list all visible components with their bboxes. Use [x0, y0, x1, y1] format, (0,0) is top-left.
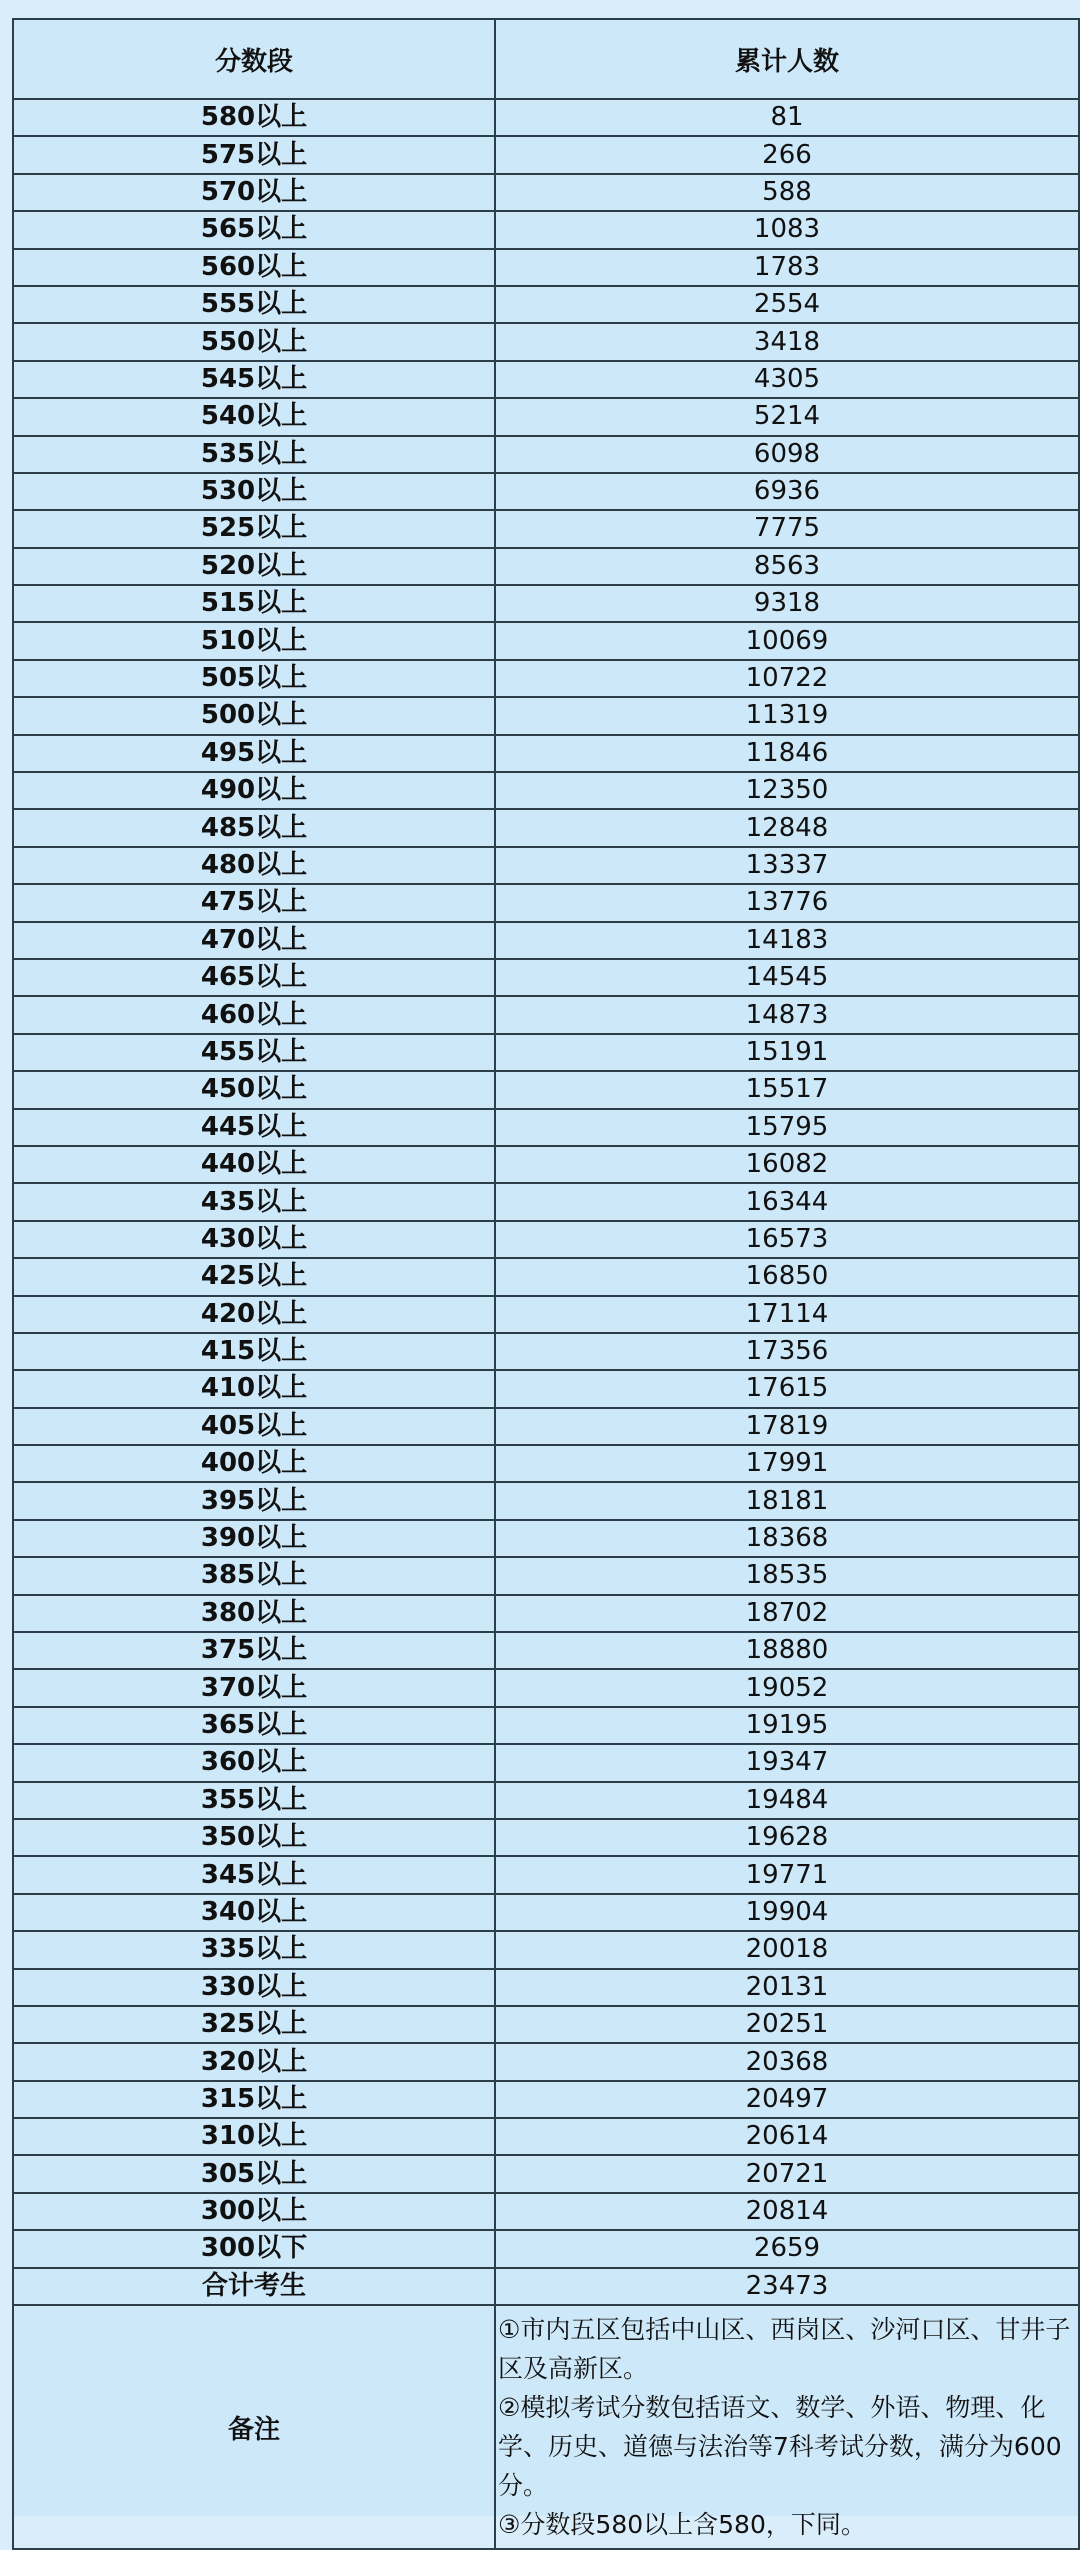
- table-row: [13, 959, 1079, 996]
- score-band-cell: 435以上: [13, 1183, 495, 1220]
- table-row: [13, 1482, 1079, 1519]
- notes-row: [13, 2305, 1079, 2549]
- score-band-cell: 300以下: [13, 2230, 495, 2267]
- score-band-cell: 525以上: [13, 510, 495, 547]
- cumulative-count-cell: 18702: [495, 1595, 1079, 1632]
- score-band-cell: 575以上: [13, 136, 495, 173]
- table-row: [13, 884, 1079, 921]
- score-band-cell: 560以上: [13, 249, 495, 286]
- score-band-cell: 315以上: [13, 2081, 495, 2118]
- cumulative-count-cell: 19771: [495, 1856, 1079, 1893]
- note-line: ②模拟考试分数包括语文、数学、外语、物理、化学、历史、道德与法治等7科考试分数，满分为600分。: [498, 2393, 1062, 2501]
- table-row: [13, 323, 1079, 360]
- table-row: [13, 2043, 1079, 2080]
- table-row: [13, 2118, 1079, 2155]
- score-band-cell: 320以上: [13, 2043, 495, 2080]
- score-band-cell: 455以上: [13, 1034, 495, 1071]
- table-row: [13, 622, 1079, 659]
- score-band-cell: 565以上: [13, 211, 495, 248]
- cumulative-count-cell: 10722: [495, 660, 1079, 697]
- table-row: [13, 1109, 1079, 1146]
- score-band-cell: 465以上: [13, 959, 495, 996]
- score-band-cell: 495以上: [13, 735, 495, 772]
- table-row: [13, 2155, 1079, 2192]
- cumulative-count-cell: 20497: [495, 2081, 1079, 2118]
- score-band-cell: 430以上: [13, 1221, 495, 1258]
- score-band-cell: 545以上: [13, 361, 495, 398]
- score-band-cell: 365以上: [13, 1707, 495, 1744]
- score-band-cell: 410以上: [13, 1370, 495, 1407]
- table-row: [13, 847, 1079, 884]
- cumulative-count-cell: 6936: [495, 473, 1079, 510]
- table-row: [13, 1183, 1079, 1220]
- cumulative-count-cell: 14183: [495, 922, 1079, 959]
- score-band-header: 分数段: [13, 19, 495, 99]
- table-row: [13, 660, 1079, 697]
- score-band-cell: 370以上: [13, 1669, 495, 1706]
- table-row: [13, 1557, 1079, 1594]
- cumulative-count-cell: 13337: [495, 847, 1079, 884]
- cumulative-count-cell: 19904: [495, 1894, 1079, 1931]
- table-row: [13, 1669, 1079, 1706]
- cumulative-count-cell: 20131: [495, 1969, 1079, 2006]
- cumulative-count-cell: 6098: [495, 436, 1079, 473]
- score-band-cell: 300以上: [13, 2193, 495, 2230]
- table-row: [13, 1258, 1079, 1295]
- cumulative-count-cell: 12350: [495, 772, 1079, 809]
- score-band-cell: 530以上: [13, 473, 495, 510]
- score-band-cell: 490以上: [13, 772, 495, 809]
- table-row: [13, 398, 1079, 435]
- score-band-cell: 500以上: [13, 697, 495, 734]
- table-row: [13, 996, 1079, 1033]
- cumulative-count-cell: 15517: [495, 1071, 1079, 1108]
- score-band-cell: 580以上: [13, 99, 495, 136]
- table-row: [13, 1333, 1079, 1370]
- table-row: [13, 697, 1079, 734]
- cumulative-count-cell: 11319: [495, 697, 1079, 734]
- table-row: [13, 473, 1079, 510]
- score-band-cell: 400以上: [13, 1445, 495, 1482]
- score-band-cell: 540以上: [13, 398, 495, 435]
- score-band-cell: 550以上: [13, 323, 495, 360]
- cumulative-count-cell: 266: [495, 136, 1079, 173]
- cumulative-count-cell: 10069: [495, 622, 1079, 659]
- table-row: [13, 136, 1079, 173]
- score-band-cell: 305以上: [13, 2155, 495, 2192]
- score-band-cell: 310以上: [13, 2118, 495, 2155]
- table-row: [13, 2193, 1079, 2230]
- score-band-cell: 505以上: [13, 660, 495, 697]
- cumulative-count-cell: 1783: [495, 249, 1079, 286]
- cumulative-count-cell: 15795: [495, 1109, 1079, 1146]
- cumulative-count-cell: 17615: [495, 1370, 1079, 1407]
- cumulative-count-cell: 20018: [495, 1931, 1079, 1968]
- score-band-cell: 330以上: [13, 1969, 495, 2006]
- score-band-cell: 460以上: [13, 996, 495, 1033]
- cumulative-count-cell: 8563: [495, 548, 1079, 585]
- score-band-cell: 405以上: [13, 1408, 495, 1445]
- cumulative-count-cell: 19347: [495, 1744, 1079, 1781]
- score-band-cell: 385以上: [13, 1557, 495, 1594]
- table-row: [13, 2081, 1079, 2118]
- score-band-cell: 360以上: [13, 1744, 495, 1781]
- notes-body: [495, 2305, 1079, 2549]
- table-row: [13, 922, 1079, 959]
- score-band-cell: 535以上: [13, 436, 495, 473]
- score-band-cell: 555以上: [13, 286, 495, 323]
- table-body: [13, 99, 1079, 2268]
- table-row: [13, 249, 1079, 286]
- score-band-cell: 485以上: [13, 809, 495, 846]
- cumulative-count-cell: 16573: [495, 1221, 1079, 1258]
- score-band-cell: 375以上: [13, 1632, 495, 1669]
- cumulative-count-cell: 16850: [495, 1258, 1079, 1295]
- table-row: [13, 1034, 1079, 1071]
- score-band-cell: 355以上: [13, 1782, 495, 1819]
- table-row: [13, 1071, 1079, 1108]
- score-band-cell: 470以上: [13, 922, 495, 959]
- cumulative-count-cell: 81: [495, 99, 1079, 136]
- table-row: [13, 1969, 1079, 2006]
- cumulative-count-cell: 14873: [495, 996, 1079, 1033]
- cumulative-count-cell: 7775: [495, 510, 1079, 547]
- table-row: [13, 1856, 1079, 1893]
- score-band-cell: 450以上: [13, 1071, 495, 1108]
- score-band-cell: 390以上: [13, 1520, 495, 1557]
- table-row: [13, 2006, 1079, 2043]
- cumulative-count-cell: 11846: [495, 735, 1079, 772]
- table-row: [13, 2230, 1079, 2267]
- table-row: [13, 1707, 1079, 1744]
- table-row: [13, 1221, 1079, 1258]
- cumulative-count-header: 累计人数: [495, 19, 1079, 99]
- table-row: [13, 174, 1079, 211]
- cumulative-count-cell: 20721: [495, 2155, 1079, 2192]
- score-band-cell: 340以上: [13, 1894, 495, 1931]
- table-row: [13, 548, 1079, 585]
- cumulative-count-cell: 2659: [495, 2230, 1079, 2267]
- cumulative-count-cell: 20251: [495, 2006, 1079, 2043]
- cumulative-count-cell: 1083: [495, 211, 1079, 248]
- score-band-cell: 415以上: [13, 1333, 495, 1370]
- score-band-cell: 420以上: [13, 1296, 495, 1333]
- cumulative-count-cell: 20814: [495, 2193, 1079, 2230]
- cumulative-count-cell: 18368: [495, 1520, 1079, 1557]
- cumulative-count-cell: 17991: [495, 1445, 1079, 1482]
- score-band-cell: 515以上: [13, 585, 495, 622]
- score-distribution-sheet: [12, 18, 1078, 2540]
- score-band-cell: 480以上: [13, 847, 495, 884]
- table-row: [13, 510, 1079, 547]
- cumulative-count-cell: 2554: [495, 286, 1079, 323]
- cumulative-count-cell: 15191: [495, 1034, 1079, 1071]
- table-row: [13, 1370, 1079, 1407]
- cumulative-count-cell: 19052: [495, 1669, 1079, 1706]
- score-distribution-table: [12, 18, 1080, 2550]
- cumulative-count-cell: 13776: [495, 884, 1079, 921]
- table-row: [13, 585, 1079, 622]
- note-line: ①市内五区包括中山区、西岗区、沙河口区、甘井子区及高新区。: [498, 2315, 1071, 2384]
- notes-label: 备注: [13, 2305, 495, 2549]
- cumulative-count-cell: 4305: [495, 361, 1079, 398]
- score-band-cell: 345以上: [13, 1856, 495, 1893]
- table-row: [13, 1894, 1079, 1931]
- score-band-cell: 475以上: [13, 884, 495, 921]
- cumulative-count-cell: 3418: [495, 323, 1079, 360]
- cumulative-count-cell: 18535: [495, 1557, 1079, 1594]
- cumulative-count-cell: 20368: [495, 2043, 1079, 2080]
- note-line: ③分数段580以上含580，下同。: [498, 2510, 866, 2540]
- table-row: [13, 1595, 1079, 1632]
- score-band-cell: 380以上: [13, 1595, 495, 1632]
- table-row: [13, 286, 1079, 323]
- cumulative-count-cell: 17114: [495, 1296, 1079, 1333]
- cumulative-count-cell: 5214: [495, 398, 1079, 435]
- total-count: 23473: [495, 2268, 1079, 2305]
- cumulative-count-cell: 9318: [495, 585, 1079, 622]
- table-row: [13, 1445, 1079, 1482]
- cumulative-count-cell: 18880: [495, 1632, 1079, 1669]
- score-band-cell: 350以上: [13, 1819, 495, 1856]
- table-row: [13, 735, 1079, 772]
- score-band-cell: 570以上: [13, 174, 495, 211]
- total-label: 合计考生: [13, 2268, 495, 2305]
- cumulative-count-cell: 588: [495, 174, 1079, 211]
- cumulative-count-cell: 17819: [495, 1408, 1079, 1445]
- table-row: [13, 772, 1079, 809]
- table-row: [13, 1782, 1079, 1819]
- cumulative-count-cell: 19628: [495, 1819, 1079, 1856]
- score-band-cell: 445以上: [13, 1109, 495, 1146]
- table-row: [13, 1296, 1079, 1333]
- table-row: [13, 99, 1079, 136]
- score-band-cell: 440以上: [13, 1146, 495, 1183]
- table-row: [13, 1520, 1079, 1557]
- cumulative-count-cell: 16082: [495, 1146, 1079, 1183]
- table-row: [13, 1819, 1079, 1856]
- score-band-cell: 425以上: [13, 1258, 495, 1295]
- total-row: [13, 2268, 1079, 2305]
- table-row: [13, 211, 1079, 248]
- cumulative-count-cell: 19484: [495, 1782, 1079, 1819]
- table-row: [13, 361, 1079, 398]
- cumulative-count-cell: 14545: [495, 959, 1079, 996]
- cumulative-count-cell: 12848: [495, 809, 1079, 846]
- score-band-cell: 395以上: [13, 1482, 495, 1519]
- table-header-row: [13, 19, 1079, 99]
- table-row: [13, 436, 1079, 473]
- score-band-cell: 325以上: [13, 2006, 495, 2043]
- cumulative-count-cell: 20614: [495, 2118, 1079, 2155]
- table-row: [13, 1408, 1079, 1445]
- cumulative-count-cell: 17356: [495, 1333, 1079, 1370]
- cumulative-count-cell: 19195: [495, 1707, 1079, 1744]
- score-band-cell: 335以上: [13, 1931, 495, 1968]
- cumulative-count-cell: 16344: [495, 1183, 1079, 1220]
- table-row: [13, 1146, 1079, 1183]
- table-row: [13, 1931, 1079, 1968]
- table-row: [13, 809, 1079, 846]
- table-row: [13, 1744, 1079, 1781]
- table-row: [13, 1632, 1079, 1669]
- cumulative-count-cell: 18181: [495, 1482, 1079, 1519]
- score-band-cell: 510以上: [13, 622, 495, 659]
- score-band-cell: 520以上: [13, 548, 495, 585]
